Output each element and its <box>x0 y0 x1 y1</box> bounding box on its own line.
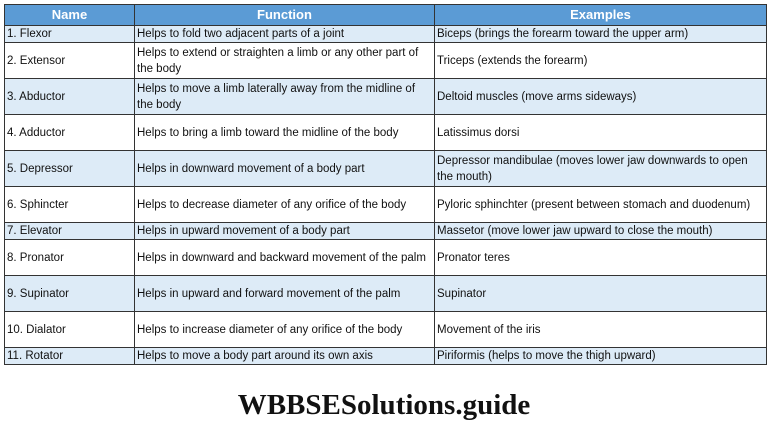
header-name: Name <box>5 5 135 26</box>
cell-function: Helps to move a limb laterally away from the midline of the body <box>135 79 435 115</box>
cell-name: 2. Extensor <box>5 43 135 79</box>
cell-name: 8. Pronator <box>5 240 135 276</box>
cell-name: 3. Abductor <box>5 79 135 115</box>
cell-example: Latissimus dorsi <box>435 115 767 151</box>
table-row <box>5 276 767 312</box>
cell-function: Helps in downward movement of a body part <box>135 151 435 187</box>
table-row <box>5 187 767 223</box>
cell-name: 10. Dialator <box>5 312 135 348</box>
table-row <box>5 312 767 348</box>
cell-function: Helps in upward movement of a body part <box>135 223 435 240</box>
cell-example: Supinator <box>435 276 767 312</box>
cell-name: 9. Supinator <box>5 276 135 312</box>
header-function: Function <box>135 5 435 26</box>
cell-function: Helps to increase diameter of any orifice of the body <box>135 312 435 348</box>
cell-example: Triceps (extends the forearm) <box>435 43 767 79</box>
table-row <box>5 240 767 276</box>
cell-function: Helps in upward and forward movement of the palm <box>135 276 435 312</box>
cell-name: 4. Adductor <box>5 115 135 151</box>
table-body <box>5 26 767 365</box>
table-row <box>5 151 767 187</box>
cell-example: Piriformis (helps to move the thigh upward) <box>435 348 767 365</box>
muscle-types-table <box>4 4 767 365</box>
header-examples: Examples <box>435 5 767 26</box>
cell-function: Helps in downward and backward movement of the palm <box>135 240 435 276</box>
table-row <box>5 348 767 365</box>
cell-example: Biceps (brings the forearm toward the upper arm) <box>435 26 767 43</box>
cell-example: Movement of the iris <box>435 312 767 348</box>
cell-function: Helps to move a body part around its own axis <box>135 348 435 365</box>
cell-name: 6. Sphincter <box>5 187 135 223</box>
cell-function: Helps to decrease diameter of any orifice of the body <box>135 187 435 223</box>
cell-function: Helps to fold two adjacent parts of a joint <box>135 26 435 43</box>
cell-example: Pronator teres <box>435 240 767 276</box>
table-header-row <box>5 5 767 26</box>
cell-example: Massetor (move lower jaw upward to close the mouth) <box>435 223 767 240</box>
table-row <box>5 26 767 43</box>
table-row <box>5 43 767 79</box>
cell-name: 11. Rotator <box>5 348 135 365</box>
cell-function: Helps to extend or straighten a limb or any other part of the body <box>135 43 435 79</box>
cell-example: Depressor mandibulae (moves lower jaw downwards to open the mouth) <box>435 151 767 187</box>
cell-name: 1. Flexor <box>5 26 135 43</box>
table-row <box>5 223 767 240</box>
cell-name: 5. Depressor <box>5 151 135 187</box>
cell-name: 7. Elevator <box>5 223 135 240</box>
cell-function: Helps to bring a limb toward the midline of the body <box>135 115 435 151</box>
cell-example: Pyloric sphinchter (present between stomach and duodenum) <box>435 187 767 223</box>
site-watermark: WBBSESolutions.guide <box>237 389 531 421</box>
table-row <box>5 79 767 115</box>
table-row <box>5 115 767 151</box>
cell-example: Deltoid muscles (move arms sideways) <box>435 79 767 115</box>
